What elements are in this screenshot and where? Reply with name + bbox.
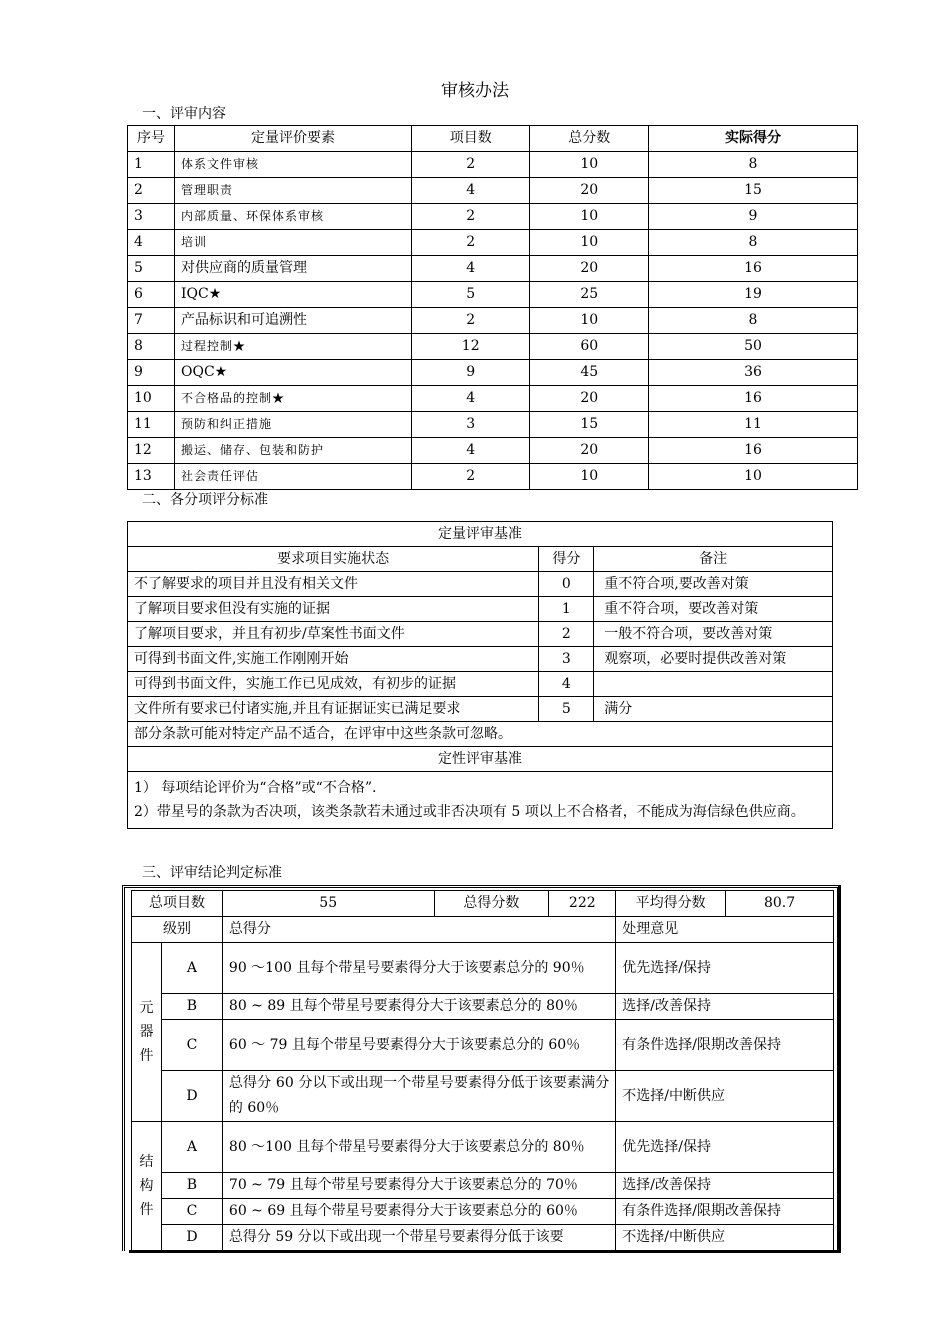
level-criteria: 总得分 59 分以下或出现一个带星号要素得分低于该要	[222, 1225, 615, 1251]
table-row	[128, 572, 833, 597]
row-element: 内部质量、环保体系审核	[174, 204, 411, 230]
level-grade: A	[161, 943, 222, 994]
row-item-count: 3	[411, 412, 530, 438]
table-row	[128, 412, 858, 438]
average-score-value: 80.7	[726, 891, 834, 917]
total-score-value: 222	[549, 891, 616, 917]
row-element: 管理职责	[174, 178, 411, 204]
row-element: 对供应商的质量管理	[174, 256, 411, 282]
row-score: 5	[539, 697, 594, 722]
row-actual-score: 16	[649, 256, 858, 282]
row-no: 8	[128, 334, 175, 360]
level-grade: D	[161, 1225, 222, 1251]
col-header-element: 定量评价要素	[174, 126, 411, 152]
row-item-count: 2	[411, 230, 530, 256]
row-remark: 重不符合项,要改善对策	[594, 572, 833, 597]
table-row	[128, 152, 858, 178]
frame-shadow-right	[838, 885, 841, 1253]
row-status: 可得到书面文件，实施工作已见成效，有初步的证据	[128, 672, 539, 697]
row-no: 1	[128, 152, 175, 178]
row-score: 2	[539, 622, 594, 647]
row-element: 过程控制★	[174, 334, 411, 360]
row-element: 产品标识和可追溯性	[174, 308, 411, 334]
level-row	[132, 1225, 834, 1251]
row-status: 不了解要求的项目并且没有相关文件	[128, 572, 539, 597]
row-total-score: 10	[530, 204, 649, 230]
row-remark: 观察项，必要时提供改善对策	[594, 647, 833, 672]
row-total-score: 20	[530, 256, 649, 282]
col-header-no: 序号	[128, 126, 175, 152]
row-actual-score: 8	[649, 308, 858, 334]
row-item-count: 12	[411, 334, 530, 360]
row-actual-score: 11	[649, 412, 858, 438]
table-row	[128, 308, 858, 334]
row-total-score: 20	[530, 438, 649, 464]
row-total-score: 25	[530, 282, 649, 308]
level-row	[132, 1173, 834, 1199]
level-opinion: 选择/改善保持	[616, 1173, 834, 1199]
row-no: 11	[128, 412, 175, 438]
level-criteria: 80 ～100 且每个带星号要素得分大于该要素总分的 80％	[222, 1122, 615, 1173]
review-content-table	[127, 125, 858, 490]
col-header-score: 得分	[539, 547, 594, 572]
category-label-text: 元器件	[139, 1000, 154, 1064]
row-score: 0	[539, 572, 594, 597]
row-status: 文件所有要求已付诸实施,并且有证据证实已满足要求	[128, 697, 539, 722]
row-remark: 重不符合项，要改善对策	[594, 597, 833, 622]
level-opinion: 优先选择/保持	[616, 943, 834, 994]
row-total-score: 10	[530, 308, 649, 334]
table-header-row	[128, 126, 858, 152]
row-element: 培训	[174, 230, 411, 256]
table-row	[128, 647, 833, 672]
col-header-remark: 备注	[594, 547, 833, 572]
qual-criteria-1: 1） 每项结论评价为“合格”或“不合格”.	[134, 780, 377, 796]
quant-criteria-title: 定量评审基准	[128, 522, 833, 547]
row-item-count: 4	[411, 178, 530, 204]
row-item-count: 2	[411, 308, 530, 334]
level-criteria: 60 ~ 69 且每个带星号要素得分大于该要素总分的 60％	[222, 1199, 615, 1225]
table-row	[128, 282, 858, 308]
opinion-header: 处理意见	[616, 917, 834, 943]
table-row	[128, 672, 833, 697]
row-remark	[594, 672, 833, 697]
level-grade: B	[161, 994, 222, 1020]
table-row	[128, 230, 858, 256]
row-item-count: 2	[411, 204, 530, 230]
row-remark: 一般不符合项，要改善对策	[594, 622, 833, 647]
row-no: 13	[128, 464, 175, 490]
row-no: 2	[128, 178, 175, 204]
row-no: 6	[128, 282, 175, 308]
qual-criteria-title: 定性评审基准	[128, 747, 833, 772]
row-total-score: 15	[530, 412, 649, 438]
table-row	[128, 438, 858, 464]
table-row	[128, 204, 858, 230]
level-grade: C	[161, 1020, 222, 1071]
row-score: 1	[539, 597, 594, 622]
row-actual-score: 50	[649, 334, 858, 360]
level-opinion: 不选择/中断供应	[616, 1225, 834, 1251]
total-score-label: 总得分数	[434, 891, 549, 917]
conclusion-table	[131, 890, 834, 1251]
row-score: 3	[539, 647, 594, 672]
row-actual-score: 19	[649, 282, 858, 308]
row-actual-score: 15	[649, 178, 858, 204]
level-opinion: 有条件选择/限期改善保持	[616, 1199, 834, 1225]
row-item-count: 2	[411, 152, 530, 178]
row-no: 10	[128, 386, 175, 412]
criteria-note: 部分条款可能对特定产品不适合，在评审中这些条款可忽略。	[128, 722, 833, 747]
level-grade: C	[161, 1199, 222, 1225]
row-item-count: 4	[411, 438, 530, 464]
section-1-heading: 一、评审内容	[142, 106, 226, 122]
table-row	[128, 178, 858, 204]
total-items-value: 55	[222, 891, 434, 917]
row-no: 5	[128, 256, 175, 282]
row-element: OQC★	[174, 360, 411, 386]
level-criteria: 总得分 60 分以下或出现一个带星号要素得分低于该要素满分的 60％	[222, 1071, 615, 1122]
row-no: 12	[128, 438, 175, 464]
page-title: 审核办法	[441, 81, 509, 101]
level-row	[132, 943, 834, 994]
level-opinion: 有条件选择/限期改善保持	[616, 1020, 834, 1071]
row-element: 体系文件审核	[174, 152, 411, 178]
row-actual-score: 16	[649, 438, 858, 464]
level-opinion: 选择/改善保持	[616, 994, 834, 1020]
col-header-status: 要求项目实施状态	[128, 547, 539, 572]
row-total-score: 45	[530, 360, 649, 386]
col-header-actual-score: 实际得分	[649, 126, 858, 152]
col-header-total-score: 总分数	[530, 126, 649, 152]
level-opinion: 优先选择/保持	[616, 1122, 834, 1173]
row-element: 预防和纠正措施	[174, 412, 411, 438]
scoring-criteria-table	[127, 521, 833, 829]
level-opinion: 不选择/中断供应	[616, 1071, 834, 1122]
level-row	[132, 1199, 834, 1225]
row-element: 搬运、储存、包装和防护	[174, 438, 411, 464]
category-label	[132, 943, 162, 1122]
level-row	[132, 1122, 834, 1173]
total-items-label: 总项目数	[132, 891, 223, 917]
row-actual-score: 9	[649, 204, 858, 230]
row-total-score: 60	[530, 334, 649, 360]
table-row	[128, 697, 833, 722]
level-grade: B	[161, 1173, 222, 1199]
row-total-score: 10	[530, 152, 649, 178]
row-actual-score: 8	[649, 152, 858, 178]
row-item-count: 4	[411, 256, 530, 282]
row-actual-score: 8	[649, 230, 858, 256]
level-criteria: 70 ~ 79 且每个带星号要素得分大于该要素总分的 70％	[222, 1173, 615, 1199]
row-total-score: 10	[530, 464, 649, 490]
row-total-score: 10	[530, 230, 649, 256]
table-row	[128, 386, 858, 412]
table-row	[128, 464, 858, 490]
row-actual-score: 16	[649, 386, 858, 412]
table-row	[128, 622, 833, 647]
row-element: 社会责任评估	[174, 464, 411, 490]
row-status: 了解项目要求，并且有初步/草案性书面文件	[128, 622, 539, 647]
category-label	[132, 1122, 162, 1251]
row-status: 了解项目要求但没有实施的证据	[128, 597, 539, 622]
row-item-count: 4	[411, 386, 530, 412]
score-header: 总得分	[222, 917, 615, 943]
row-item-count: 9	[411, 360, 530, 386]
level-row	[132, 1020, 834, 1071]
level-header: 级别	[132, 917, 223, 943]
row-item-count: 5	[411, 282, 530, 308]
level-grade: A	[161, 1122, 222, 1173]
row-element: 不合格品的控制★	[174, 386, 411, 412]
row-status: 可得到书面文件,实施工作刚刚开始	[128, 647, 539, 672]
level-criteria: 80 ~ 89 且每个带星号要素得分大于该要素总分的 80％	[222, 994, 615, 1020]
section-2-heading: 二、各分项评分标准	[142, 492, 268, 508]
row-actual-score: 36	[649, 360, 858, 386]
level-row	[132, 1071, 834, 1122]
category-label-text: 结构件	[139, 1154, 154, 1218]
row-no: 3	[128, 204, 175, 230]
row-total-score: 20	[530, 178, 649, 204]
table-row	[128, 256, 858, 282]
row-item-count: 2	[411, 464, 530, 490]
row-no: 4	[128, 230, 175, 256]
section-3-heading: 三、评审结论判定标准	[142, 865, 282, 881]
table-row	[128, 360, 858, 386]
qual-criteria-2: 2）带星号的条款为否决项，该类条款若未通过或非否决项有 5 项以上不合格者，不能成为海信绿色供应商。	[134, 804, 805, 820]
table-row	[128, 597, 833, 622]
row-score: 4	[539, 672, 594, 697]
row-remark: 满分	[594, 697, 833, 722]
level-row	[132, 994, 834, 1020]
average-score-label: 平均得分数	[616, 891, 726, 917]
row-actual-score: 10	[649, 464, 858, 490]
level-criteria: 90 ～100 且每个带星号要素得分大于该要素总分的 90％	[222, 943, 615, 994]
level-grade: D	[161, 1071, 222, 1122]
col-header-item-count: 项目数	[411, 126, 530, 152]
row-total-score: 20	[530, 386, 649, 412]
level-criteria: 60 ～ 79 且每个带星号要素得分大于该要素总分的 60％	[222, 1020, 615, 1071]
table-row	[128, 334, 858, 360]
row-element: IQC★	[174, 282, 411, 308]
row-no: 9	[128, 360, 175, 386]
row-no: 7	[128, 308, 175, 334]
